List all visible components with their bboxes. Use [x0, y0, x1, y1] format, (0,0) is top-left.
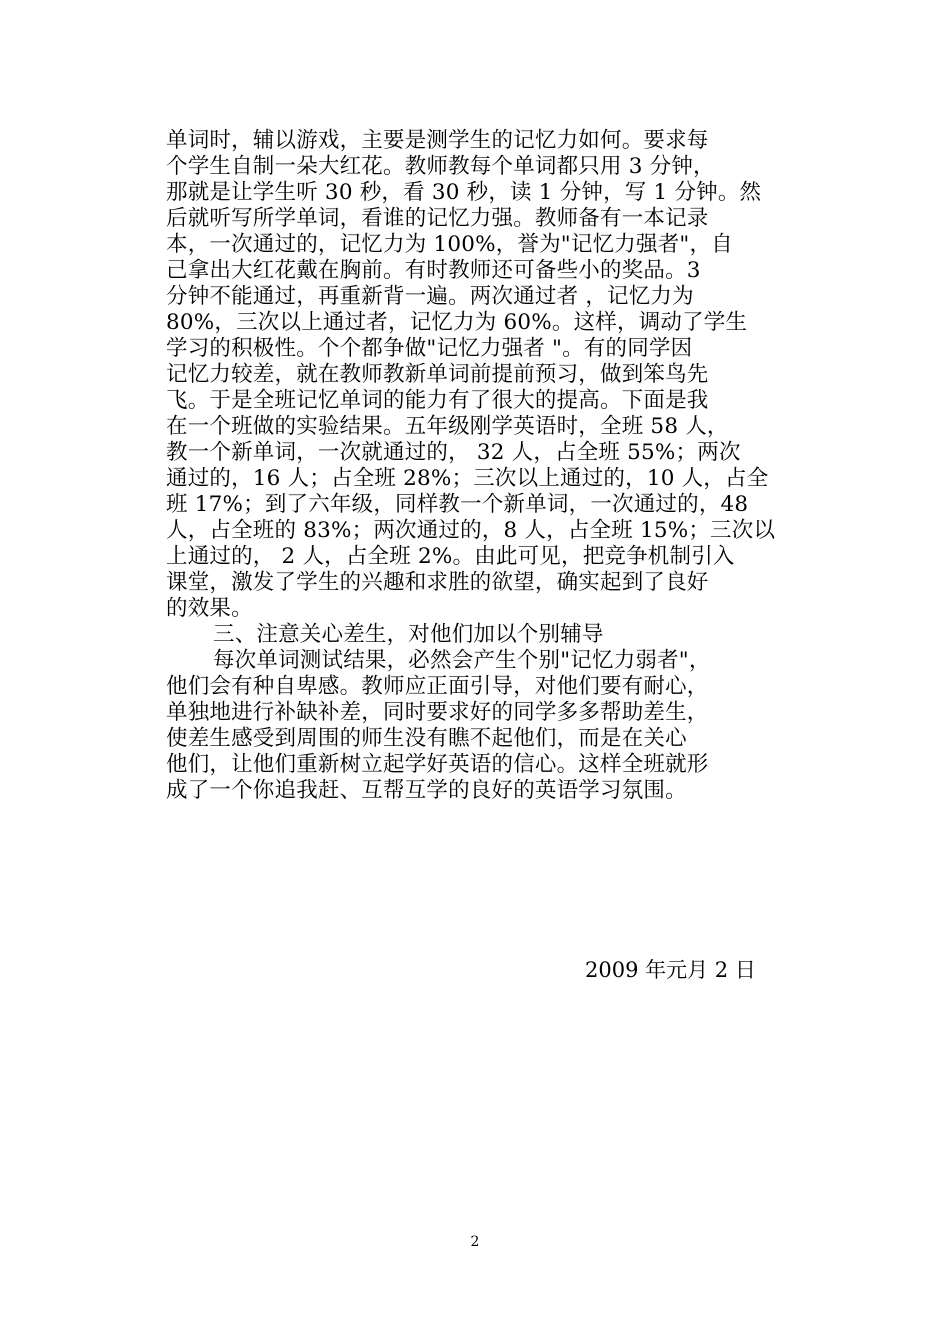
body-line: 的效果。 [166, 596, 253, 621]
section-heading: 三、注意关心差生，对他们加以个别辅导 [213, 622, 604, 647]
body-line: 分钟不能通过，再重新背一遍。两次通过者 ，记忆力为 [166, 284, 694, 309]
body-line: 班 17%；到了六年级，同样教一个新单词，一次通过的，48 [166, 492, 749, 517]
body-line: 学习的积极性。个个都争做"记忆力强者 "。有的同学因 [166, 336, 693, 361]
body-line: 个学生自制一朵大红花。教师教每个单词都只用 3 分钟， [166, 154, 715, 179]
section-line: 每次单词测试结果，必然会产生个别"记忆力弱者"， [213, 648, 711, 673]
body-line: 人，占全班的 83%；两次通过的，8 人，占全班 15%；三次以 [166, 518, 776, 543]
body-line: 飞。于是全班记忆单词的能力有了很大的提高。下面是我 [166, 388, 709, 413]
document-date: 2009 年元月 2 日 [585, 958, 756, 982]
body-line: 后就听写所学单词，看谁的记忆力强。教师备有一本记录 [166, 206, 709, 231]
body-line: 教一个新单词，一次就通过的， 32 人，占全班 55%；两次 [166, 440, 741, 465]
body-line: 上通过的， 2 人，占全班 2%。由此可见，把竞争机制引入 [166, 544, 735, 569]
section-line: 使差生感受到周围的师生没有瞧不起他们，而是在关心 [166, 726, 687, 751]
body-line: 那就是让学生听 30 秒，看 30 秒，读 1 分钟，写 1 分钟。然 [166, 180, 762, 205]
body-line: 通过的，16 人；占全班 28%；三次以上通过的，10 人，占全 [166, 466, 769, 491]
section-line: 单独地进行补缺补差，同时要求好的同学多多帮助差生， [166, 700, 709, 725]
body-line: 记忆力较差，就在教师教新单词前提前预习，做到笨鸟先 [166, 362, 709, 387]
section-line: 成了一个你追我赶、互帮互学的良好的英语学习氛围。 [166, 778, 687, 803]
body-text [166, 128, 786, 804]
page-number: 2 [470, 1234, 480, 1250]
body-line: 80%，三次以上通过者，记忆力为 60%。这样，调动了学生 [166, 310, 748, 335]
body-line: 本，一次通过的，记忆力为 100%，誉为"记忆力强者"，自 [166, 232, 733, 257]
section-line: 他们会有种自卑感。教师应正面引导，对他们要有耐心， [166, 674, 709, 699]
section-line: 他们，让他们重新树立起学好英语的信心。这样全班就形 [166, 752, 709, 777]
body-line: 单词时，辅以游戏，主要是测学生的记忆力如何。要求每 [166, 128, 709, 153]
body-line: 己拿出大红花戴在胸前。有时教师还可备些小的奖品。3 [166, 258, 701, 283]
body-line: 在一个班做的实验结果。五年级刚学英语时，全班 58 人， [166, 414, 729, 439]
body-line: 课堂，激发了学生的兴趣和求胜的欲望，确实起到了良好 [166, 570, 709, 595]
